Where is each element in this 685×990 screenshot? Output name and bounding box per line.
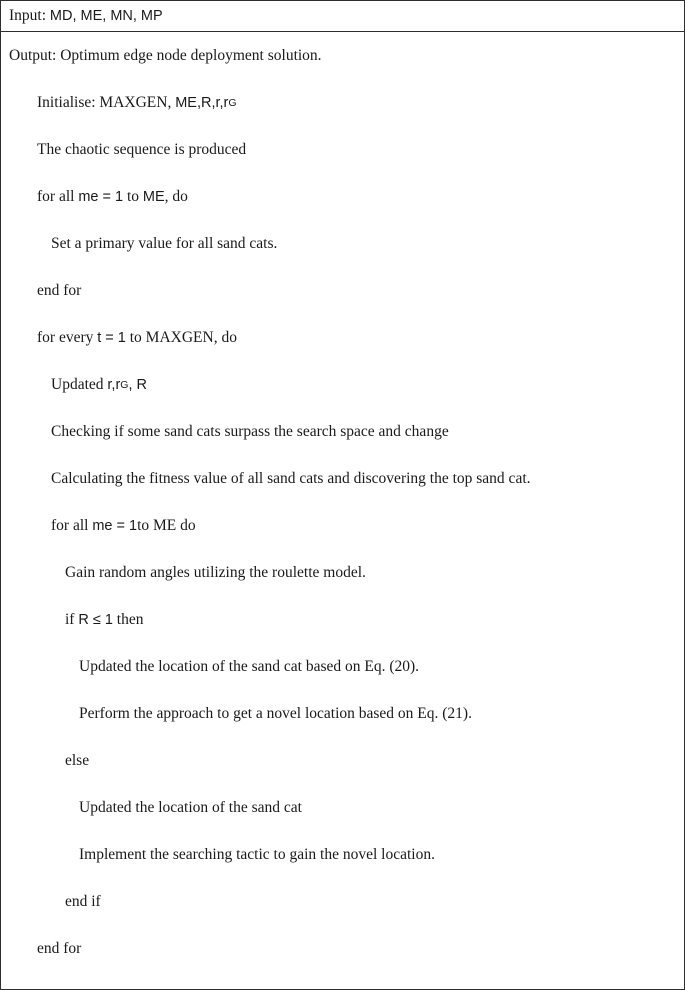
variable-segment: me = 1 [92,517,138,534]
algorithm-line [1,831,684,878]
text-segment: else [65,751,90,769]
variable-segment: MD, ME, MN, MP [49,8,163,24]
text-segment: end if [65,892,101,910]
text-segment: for every [37,328,98,346]
text-segment: if [65,610,79,628]
text-segment: Set a primary value for all sand cats. [51,234,278,252]
text-segment: for all [51,516,93,534]
text-segment: Calculating the fitness value of all sand cats and discovering the top sand cat. [51,469,531,487]
variable-segment: G [120,378,129,391]
text-segment: Implement the searching tactic to gain the novel location. [79,845,435,863]
algorithm-line [1,314,684,361]
text-segment: Checking if some sand cats surpass the search space and change [51,422,449,440]
algorithm-line [1,361,684,408]
algorithm-line [1,32,684,79]
text-segment: to ME do [137,516,196,534]
algorithm-line [1,79,684,126]
algorithm-line [1,173,684,220]
text-segment: end for [37,281,82,299]
algorithm-line [1,549,684,596]
text-segment: for all [37,187,79,205]
text-segment: Output: Optimum edge node deployment solution. [9,46,322,64]
variable-segment: , R [128,376,147,393]
text-segment: then [112,610,144,628]
algorithm-line [1,784,684,831]
algorithm-line [1,690,684,737]
variable-segment: me = 1 [78,188,124,205]
text-segment: Updated the location of the sand cat [79,798,302,816]
algorithm-line [1,267,684,314]
text-segment: , do [164,187,188,205]
algorithm-line [1,408,684,455]
text-segment: The chaotic sequence is produced [37,140,247,158]
algorithm-line [1,925,684,972]
text-segment: Gain random angles utilizing the roulette model. [65,563,366,581]
variable-segment: r,r [107,376,121,393]
text-segment: Input: [9,7,50,24]
algorithm-line [1,596,684,643]
text-segment: Perform the approach to get a novel location based on Eq. (21). [79,704,472,722]
text-segment: to MAXGEN, do [125,328,237,346]
algorithm-line [1,878,684,925]
variable-segment: G [228,96,237,109]
text-segment: Updated the location of the sand cat based on Eq. (20). [79,657,420,675]
algorithm-line [1,455,684,502]
algorithm-line [1,220,684,267]
text-segment: end for [37,939,82,957]
algorithm-line [1,126,684,173]
variable-segment: R ≤ 1 [78,611,113,628]
text-segment: Initialise: MAXGEN, [37,93,176,111]
algorithm-line [1,643,684,690]
variable-segment: ME,R,r,r [175,94,229,111]
algorithm-line [1,502,684,549]
algorithm-line [1,737,684,784]
algorithm-body [1,32,684,972]
text-segment: Updated [51,375,108,393]
variable-segment: t = 1 [97,329,126,346]
variable-segment: ME [142,188,165,205]
text-segment: to [123,187,143,205]
algorithm-input-line [1,1,684,32]
